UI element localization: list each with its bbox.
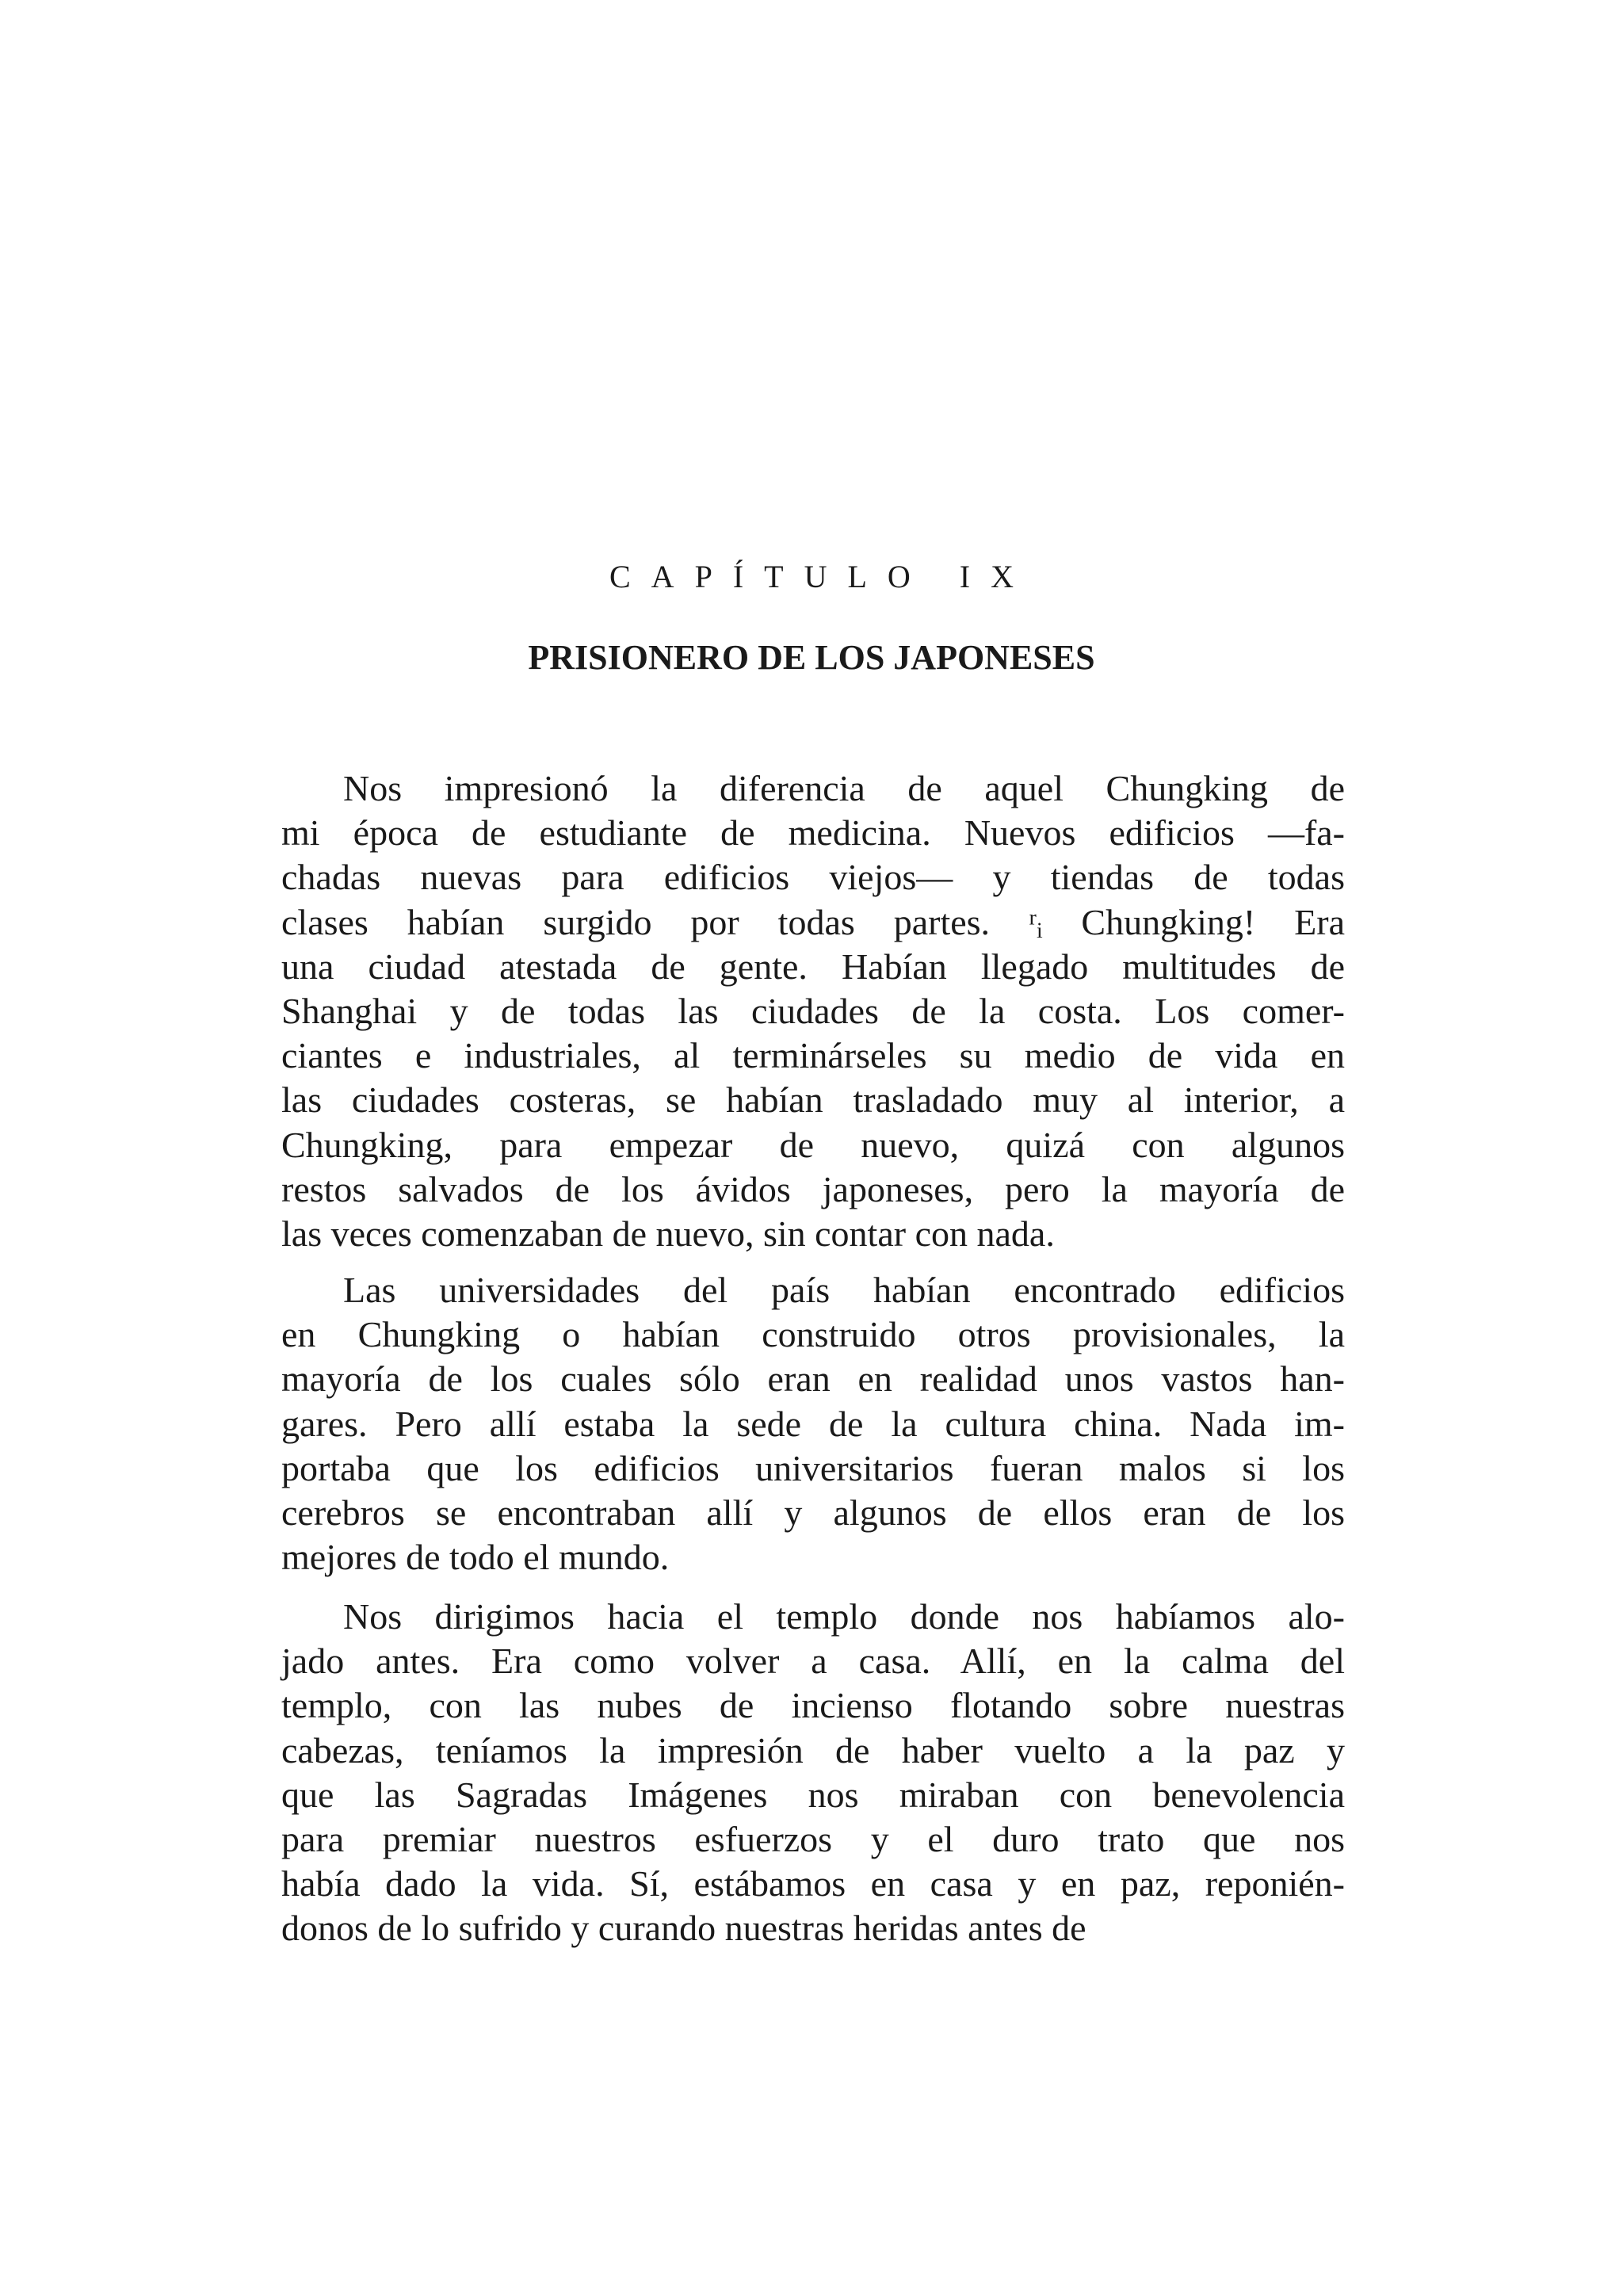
text-line: había dado la vida. Sí, estábamos en casa y en paz, reponién- — [281, 1863, 1345, 1904]
text-line: portaba que los edificios universitarios fueran malos si los — [281, 1447, 1345, 1488]
text-line: Shanghai y de todas las ciudades de la costa. Los comer- — [281, 990, 1345, 1031]
text-line: templo, con las nubes de incienso flotando sobre nuestras — [281, 1685, 1345, 1726]
text-line: las veces comenzaban de nuevo, sin contar con nada. — [281, 1213, 1055, 1254]
text-line: Nos impresionó la diferencia de aquel Chungking de — [343, 768, 1345, 808]
text-line: clases habían surgido por todas partes. ʳᵢ Chungking! Era — [281, 901, 1345, 942]
text-line: las ciudades costeras, se habían trasladado muy al interior, a — [281, 1079, 1345, 1121]
text-line: cerebros se encontraban allí y algunos de ellos eran de los — [281, 1492, 1345, 1533]
chapter-title: PRISIONERO DE LOS JAPONESES — [528, 638, 1095, 677]
text-line: Chungking, para empezar de nuevo, quizá con algunos — [281, 1124, 1345, 1165]
text-line: Las universidades del país habían encontrado edificios — [343, 1270, 1345, 1310]
text-line: donos de lo sufrido y curando nuestras heridas antes de — [281, 1908, 1086, 1949]
text-line: que las Sagradas Imágenes nos miraban con benevolencia — [281, 1774, 1345, 1815]
chapter-number: CAPÍTULO IX — [609, 559, 1034, 594]
text-line: una ciudad atestada de gente. Habían llegado multitudes de — [281, 946, 1345, 987]
text-line: mayoría de los cuales sólo eran en realidad unos vastos han- — [281, 1358, 1345, 1400]
text-line: mi época de estudiante de medicina. Nuevos edificios —fa- — [281, 812, 1345, 854]
paragraph-1 — [281, 766, 1345, 1256]
paragraph-3 — [281, 1595, 1345, 1951]
text-line: restos salvados de los ávidos japoneses, pero la mayoría de — [281, 1168, 1345, 1209]
text-line: jado antes. Era como volver a casa. Allí, en la calma del — [281, 1641, 1345, 1682]
text-line: ciantes e industriales, al terminárseles su medio de vida en — [281, 1035, 1345, 1076]
paragraph-2 — [281, 1268, 1345, 1580]
text-line: en Chungking o habían construido otros provisionales, la — [281, 1314, 1345, 1355]
text-line: gares. Pero allí estaba la sede de la cultura china. Nada im- — [281, 1403, 1345, 1444]
text-line: mejores de todo el mundo. — [281, 1537, 670, 1578]
text-line: cabezas, teníamos la impresión de haber vuelto a la paz y — [281, 1729, 1345, 1771]
text-line: chadas nuevas para edificios viejos— y tiendas de todas — [281, 857, 1345, 898]
text-line: para premiar nuestros esfuerzos y el duro trato que nos — [281, 1818, 1345, 1859]
text-line: Nos dirigimos hacia el templo donde nos habíamos alo- — [343, 1596, 1345, 1637]
